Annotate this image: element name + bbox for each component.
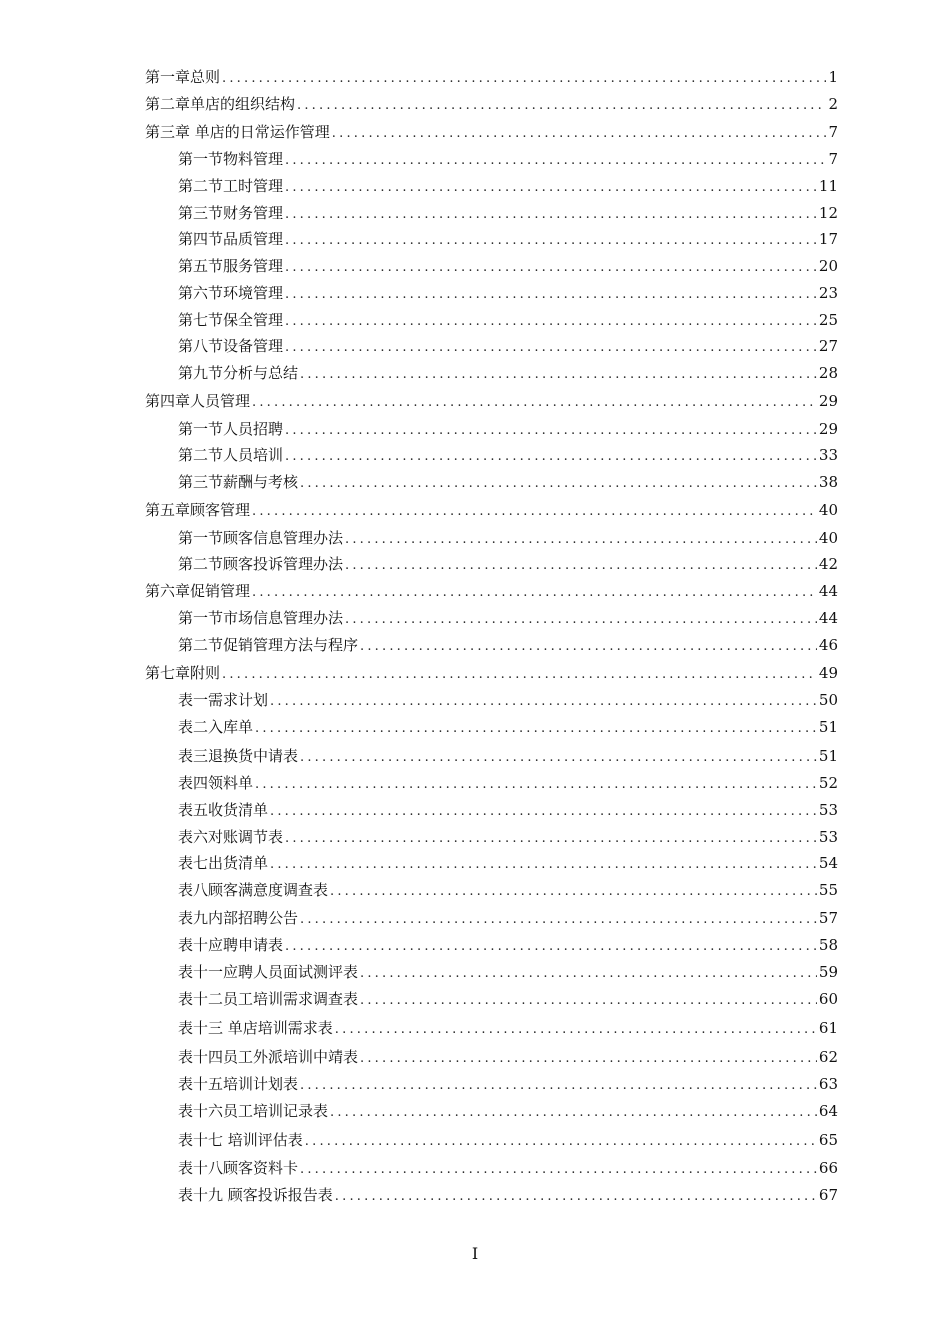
toc-entry-page: 65 <box>818 1131 838 1149</box>
toc-entry-title: 表十九 顾客投诉报告表 <box>178 1186 333 1204</box>
toc-dot-leader <box>345 609 817 631</box>
toc-entry-page: 40 <box>818 501 838 519</box>
toc-entry[interactable] <box>145 499 838 521</box>
toc-entry-title: 第六章促销管理 <box>145 582 251 600</box>
toc-dot-leader <box>285 204 817 226</box>
toc-entry-title: 第二节人员培训 <box>178 446 284 464</box>
toc-dot-leader <box>345 555 817 577</box>
toc-entry-page: 62 <box>818 1048 838 1066</box>
toc-entry[interactable] <box>178 879 838 901</box>
toc-entry-page: 63 <box>818 1075 838 1093</box>
toc-entry-title: 第八节设备管理 <box>178 337 284 355</box>
toc-entry-page: 53 <box>818 801 838 819</box>
toc-entry-title: 表二入库单 <box>178 718 254 736</box>
toc-dot-leader <box>252 392 817 414</box>
toc-dot-leader <box>300 909 817 931</box>
toc-entry-page: 29 <box>818 392 838 410</box>
toc-entry-page: 23 <box>818 284 838 302</box>
toc-entry-page: 60 <box>818 990 838 1008</box>
toc-dot-leader <box>270 854 817 876</box>
toc-entry-page: 2 <box>828 95 838 113</box>
toc-entry[interactable] <box>178 961 838 983</box>
toc-entry-page: 50 <box>818 691 838 709</box>
toc-entry-page: 67 <box>818 1186 838 1204</box>
toc-dot-leader <box>300 747 817 769</box>
toc-entry[interactable] <box>178 175 838 197</box>
toc-entry-page: 49 <box>818 664 838 682</box>
toc-entry-title: 表五收货清单 <box>178 801 269 819</box>
toc-entry-title: 第一节顾客信息管理办法 <box>178 529 344 547</box>
toc-entry-title: 第一节市场信息管理办法 <box>178 609 344 627</box>
toc-entry-page: 51 <box>818 747 838 765</box>
toc-dot-leader <box>330 1102 817 1124</box>
toc-dot-leader <box>300 473 817 495</box>
toc-entry[interactable] <box>178 1046 838 1068</box>
toc-entry-page: 28 <box>818 364 838 382</box>
toc-entry-page: 11 <box>818 177 838 195</box>
toc-entry-title: 表九内部招聘公告 <box>178 909 299 927</box>
toc-entry-title: 表十二员工培训需求调查表 <box>178 990 359 1008</box>
toc-dot-leader <box>252 501 817 523</box>
toc-entry-page: 25 <box>818 311 838 329</box>
toc-dot-leader <box>300 364 817 386</box>
toc-entry-title: 表六对账调节表 <box>178 828 284 846</box>
toc-entry-page: 54 <box>818 854 838 872</box>
toc-entry-title: 第一章总则 <box>145 68 221 86</box>
toc-entry[interactable] <box>178 745 838 767</box>
toc-entry-title: 表十应聘申请表 <box>178 936 284 954</box>
toc-entry-page: 7 <box>828 123 838 141</box>
toc-entry[interactable] <box>178 1017 838 1039</box>
toc-dot-leader <box>285 446 817 468</box>
toc-entry-page: 40 <box>818 529 838 547</box>
toc-dot-leader <box>360 963 817 985</box>
toc-dot-leader <box>360 990 817 1012</box>
toc-dot-leader <box>285 420 817 442</box>
toc-entry-page: 66 <box>818 1159 838 1177</box>
toc-entry[interactable] <box>145 66 838 88</box>
toc-entry[interactable] <box>178 418 838 440</box>
toc-entry-page: 29 <box>818 420 838 438</box>
toc-entry-title: 第五章顾客管理 <box>145 501 251 519</box>
toc-entry-title: 第二节顾客投诉管理办法 <box>178 555 344 573</box>
toc-dot-leader <box>285 337 817 359</box>
toc-entry[interactable] <box>145 390 838 412</box>
toc-entry-title: 第一节物料管理 <box>178 150 284 168</box>
toc-dot-leader <box>285 936 817 958</box>
toc-entry[interactable] <box>178 716 838 738</box>
toc-entry-title: 第七节保全管理 <box>178 311 284 329</box>
toc-entry-title: 第五节服务管理 <box>178 257 284 275</box>
toc-entry-page: 7 <box>828 150 838 168</box>
toc-entry-page: 55 <box>818 881 838 899</box>
toc-entry[interactable] <box>178 907 838 929</box>
toc-entry-page: 59 <box>818 963 838 981</box>
toc-entry-title: 表三退换货中请表 <box>178 747 299 765</box>
toc-entry-title: 第三节财务管理 <box>178 204 284 222</box>
toc-entry-title: 第一节人员招聘 <box>178 420 284 438</box>
toc-entry[interactable] <box>178 309 838 331</box>
toc-entry[interactable] <box>178 471 838 493</box>
toc-entry[interactable] <box>178 255 838 277</box>
toc-dot-leader <box>252 582 817 604</box>
toc-entry-page: 64 <box>818 1102 838 1120</box>
toc-dot-leader <box>360 636 817 658</box>
toc-entry[interactable] <box>178 689 838 711</box>
toc-dot-leader <box>270 691 817 713</box>
toc-entry-title: 表十四员工外派培训中靖表 <box>178 1048 359 1066</box>
toc-dot-leader <box>335 1019 817 1041</box>
toc-entry[interactable] <box>145 580 838 602</box>
toc-entry-title: 表十六员工培训记录表 <box>178 1102 329 1120</box>
toc-entry-page: 57 <box>818 909 838 927</box>
toc-entry-title: 第四节品质管理 <box>178 230 284 248</box>
toc-entry[interactable] <box>178 1184 838 1206</box>
toc-entry-page: 27 <box>818 337 838 355</box>
toc-entry-page: 58 <box>818 936 838 954</box>
toc-entry-title: 表四领料单 <box>178 774 254 792</box>
toc-entry-page: 44 <box>818 609 838 627</box>
toc-entry-page: 12 <box>818 204 838 222</box>
toc-entry-page: 33 <box>818 446 838 464</box>
toc-dot-leader <box>285 828 817 850</box>
toc-dot-leader <box>305 1131 817 1153</box>
toc-dot-leader <box>255 774 817 796</box>
toc-entry[interactable] <box>178 202 838 224</box>
toc-dot-leader <box>332 123 827 145</box>
toc-entry-page: 44 <box>818 582 838 600</box>
toc-entry-title: 第二节促销管理方法与程序 <box>178 636 359 654</box>
toc-entry[interactable] <box>178 1073 838 1095</box>
toc-entry-page: 38 <box>818 473 838 491</box>
toc-entry-page: 42 <box>818 555 838 573</box>
toc-dot-leader <box>285 311 817 333</box>
toc-dot-leader <box>360 1048 817 1070</box>
toc-entry-title: 第六节环境管理 <box>178 284 284 302</box>
toc-dot-leader <box>285 284 817 306</box>
toc-entry-title: 表一需求计划 <box>178 691 269 709</box>
toc-entry[interactable] <box>178 988 838 1010</box>
toc-entry[interactable] <box>178 934 838 956</box>
toc-dot-leader <box>270 801 817 823</box>
toc-entry[interactable] <box>178 362 838 384</box>
toc-entry[interactable] <box>178 444 838 466</box>
toc-entry-page: 46 <box>818 636 838 654</box>
toc-entry-title: 表十一应聘人员面试测评表 <box>178 963 359 981</box>
toc-dot-leader <box>335 1186 817 1208</box>
toc-dot-leader <box>222 68 826 90</box>
toc-entry[interactable] <box>178 1100 838 1122</box>
toc-entry[interactable] <box>178 826 838 848</box>
toc-entry-page: 17 <box>818 230 838 248</box>
toc-entry-title: 第三节薪酬与考核 <box>178 473 299 491</box>
toc-dot-leader <box>285 257 817 279</box>
toc-entry[interactable] <box>178 1157 838 1179</box>
toc-dot-leader <box>255 718 817 740</box>
toc-entry-page: 52 <box>818 774 838 792</box>
toc-entry[interactable] <box>178 1129 838 1151</box>
toc-entry[interactable] <box>178 799 838 821</box>
toc-entry-title: 表七出货清单 <box>178 854 269 872</box>
page-number: I <box>471 1244 479 1263</box>
toc-dot-leader <box>285 150 826 172</box>
toc-entry-title: 表八顾客满意度调查表 <box>178 881 329 899</box>
toc-entry[interactable] <box>145 662 838 684</box>
toc-dot-leader <box>300 1159 817 1181</box>
toc-dot-leader <box>285 230 817 252</box>
toc-entry-title: 第九节分析与总结 <box>178 364 299 382</box>
toc-entry-page: 53 <box>818 828 838 846</box>
toc-dot-leader <box>222 664 817 686</box>
toc-entry[interactable] <box>178 282 838 304</box>
toc-dot-leader <box>345 529 817 551</box>
toc-entry-page: 1 <box>828 68 838 86</box>
toc-entry[interactable] <box>178 772 838 794</box>
toc-entry[interactable] <box>178 852 838 874</box>
toc-entry[interactable] <box>178 634 838 656</box>
toc-entry[interactable] <box>178 148 838 170</box>
toc-entry-title: 表十八顾客资料卡 <box>178 1159 299 1177</box>
toc-entry-title: 第四章人员管理 <box>145 392 251 410</box>
toc-entry-title: 表十七 培训评估表 <box>178 1131 303 1149</box>
toc-entry[interactable] <box>178 335 838 357</box>
toc-entry-title: 第三章 单店的日常运作管理 <box>145 123 330 141</box>
toc-entry-page: 61 <box>818 1019 838 1037</box>
toc-dot-leader <box>330 881 817 903</box>
toc-entry-title: 表十五培训计划表 <box>178 1075 299 1093</box>
toc-entry[interactable] <box>178 228 838 250</box>
toc-entry[interactable] <box>178 553 838 575</box>
toc-entry[interactable] <box>178 607 838 629</box>
toc-entry[interactable] <box>178 527 838 549</box>
toc-entry-title: 表十三 单店培训需求表 <box>178 1019 333 1037</box>
toc-dot-leader <box>300 1075 817 1097</box>
toc-entry-title: 第七章附则 <box>145 664 221 682</box>
toc-entry-title: 第二节工时管理 <box>178 177 284 195</box>
toc-entry[interactable] <box>145 121 838 143</box>
toc-dot-leader <box>297 95 826 117</box>
toc-entry[interactable] <box>145 93 838 115</box>
toc-entry-page: 20 <box>818 257 838 275</box>
toc-dot-leader <box>285 177 817 199</box>
toc-entry-page: 51 <box>818 718 838 736</box>
toc-entry-title: 第二章单店的组织结构 <box>145 95 296 113</box>
